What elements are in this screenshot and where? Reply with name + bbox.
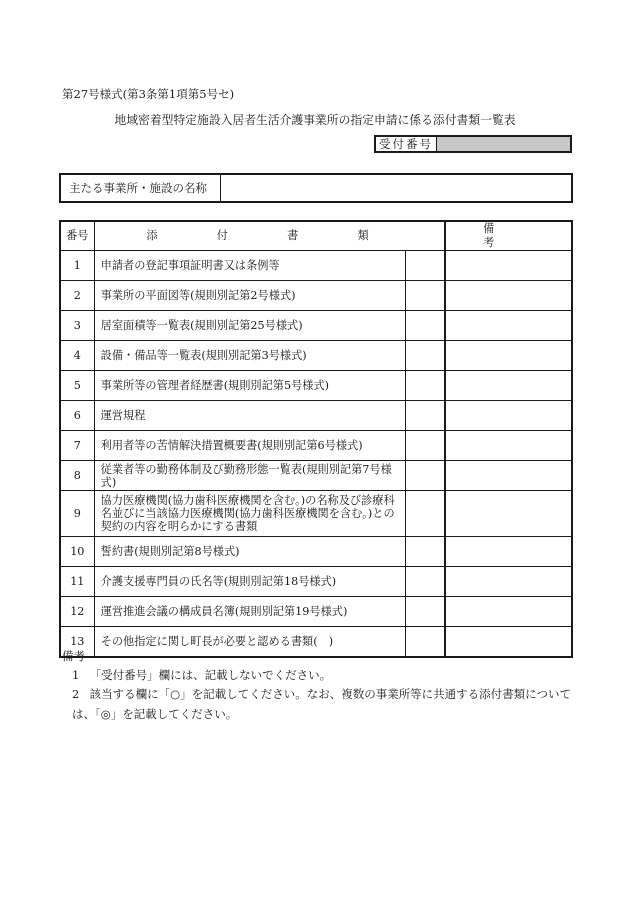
check-cell[interactable] xyxy=(405,281,445,311)
remarks-cell[interactable] xyxy=(445,537,572,567)
table-row xyxy=(60,597,572,627)
row-number: 9 xyxy=(60,491,94,537)
document-name: 従業者等の勤務体制及び勤務形態一覧表(規則別記第7号様式) xyxy=(94,461,405,491)
remarks-cell[interactable] xyxy=(445,251,572,281)
table-row xyxy=(60,627,572,657)
check-cell[interactable] xyxy=(405,597,445,627)
note-number: 1 xyxy=(72,668,80,682)
remarks-cell[interactable] xyxy=(445,567,572,597)
attachment-document-table xyxy=(59,220,586,658)
row-number: 3 xyxy=(60,311,94,341)
table-row xyxy=(60,567,572,597)
facility-name-label: 主たる事業所・施設の名称 xyxy=(61,175,221,201)
check-cell[interactable] xyxy=(405,491,445,537)
facility-name-field[interactable] xyxy=(221,175,571,201)
note-item xyxy=(72,684,582,724)
remarks-cell[interactable] xyxy=(445,491,572,537)
table-row xyxy=(60,371,572,401)
row-number: 12 xyxy=(60,597,94,627)
table-row xyxy=(60,311,572,341)
remarks-cell[interactable] xyxy=(445,431,572,461)
table-row xyxy=(60,431,572,461)
table-row xyxy=(60,341,572,371)
row-number: 5 xyxy=(60,371,94,401)
note-text: 「受付番号」欄には、記載しないでください。 xyxy=(89,668,332,682)
note-item xyxy=(72,665,331,685)
row-number: 4 xyxy=(60,341,94,371)
document-title: 地域密着型特定施設入居者生活介護事業所の指定申請に係る添付書類一覧表 xyxy=(114,113,516,127)
remarks-cell[interactable] xyxy=(445,341,572,371)
remarks-cell[interactable] xyxy=(445,371,572,401)
remarks-cell[interactable] xyxy=(445,461,572,491)
notes-title: 備考 xyxy=(62,649,85,663)
table-row xyxy=(60,491,572,537)
check-cell[interactable] xyxy=(405,461,445,491)
note-text: 該当する欄に「○」を記載してください。なお、複数の事業所等に共通する添付書類については、「◎」を記載してください。 xyxy=(72,687,571,721)
table-header-row xyxy=(60,221,572,251)
document-name: 事業所等の管理者経歴書(規則別記第5号様式) xyxy=(94,371,405,401)
documents-header-label: 添 付 書 類 xyxy=(146,229,393,242)
remarks-cell[interactable] xyxy=(445,401,572,431)
document-name: 協力医療機関(協力歯科医療機関を含む。)の名称及び診療科名並びに当該協力医療機関(協力歯科医療機関を含む。)との契約の内容を明らかにする書類 xyxy=(94,491,405,537)
form-number: 第27号様式(第3条第1項第5号セ) xyxy=(62,87,235,101)
table-row xyxy=(60,537,572,567)
receipt-number-field[interactable] xyxy=(437,137,570,151)
remarks-cell[interactable] xyxy=(445,597,572,627)
row-number: 10 xyxy=(60,537,94,567)
table-row xyxy=(60,401,572,431)
documents-header xyxy=(94,221,445,251)
row-number: 7 xyxy=(60,431,94,461)
row-number: 1 xyxy=(60,251,94,281)
document-name: 申請者の登記事項証明書又は条例等 xyxy=(94,251,405,281)
remarks-header xyxy=(445,221,586,251)
row-number: 11 xyxy=(60,567,94,597)
document-name: その他指定に関し町長が必要と認める書類( ) xyxy=(94,627,405,657)
table-row xyxy=(60,251,572,281)
check-cell[interactable] xyxy=(405,401,445,431)
check-cell[interactable] xyxy=(405,567,445,597)
receipt-number-label: 受付番号 xyxy=(376,137,437,151)
check-cell[interactable] xyxy=(405,371,445,401)
document-name: 誓約書(規則別記第8号様式) xyxy=(94,537,405,567)
row-number: 2 xyxy=(60,281,94,311)
row-number: 8 xyxy=(60,461,94,491)
receipt-number-box xyxy=(374,135,572,153)
row-number: 13 xyxy=(60,627,94,657)
document-name: 居室面積等一覧表(規則別記第25号様式) xyxy=(94,311,405,341)
row-number: 6 xyxy=(60,401,94,431)
document-name: 介護支援専門員の氏名等(規則別記第18号様式) xyxy=(94,567,405,597)
check-cell[interactable] xyxy=(405,311,445,341)
remarks-cell[interactable] xyxy=(445,311,572,341)
document-name: 利用者等の苦情解決措置概要書(規則別記第6号様式) xyxy=(94,431,405,461)
note-number: 2 xyxy=(72,687,80,701)
remarks-cell[interactable] xyxy=(445,627,572,657)
remarks-header-label: 備 考 xyxy=(483,222,586,249)
table-row xyxy=(60,281,572,311)
check-cell[interactable] xyxy=(405,537,445,567)
document-name: 事業所の平面図等(規則別記第2号様式) xyxy=(94,281,405,311)
check-cell[interactable] xyxy=(405,341,445,371)
remarks-cell[interactable] xyxy=(445,281,572,311)
check-cell[interactable] xyxy=(405,627,445,657)
check-cell[interactable] xyxy=(405,431,445,461)
table-row xyxy=(60,461,572,491)
number-header: 番号 xyxy=(60,221,94,251)
document-name: 運営推進会議の構成員名簿(規則別記第19号様式) xyxy=(94,597,405,627)
facility-name-box xyxy=(59,173,573,203)
document-name: 運営規程 xyxy=(94,401,405,431)
check-cell[interactable] xyxy=(405,251,445,281)
document-name: 設備・備品等一覧表(規則別記第3号様式) xyxy=(94,341,405,371)
